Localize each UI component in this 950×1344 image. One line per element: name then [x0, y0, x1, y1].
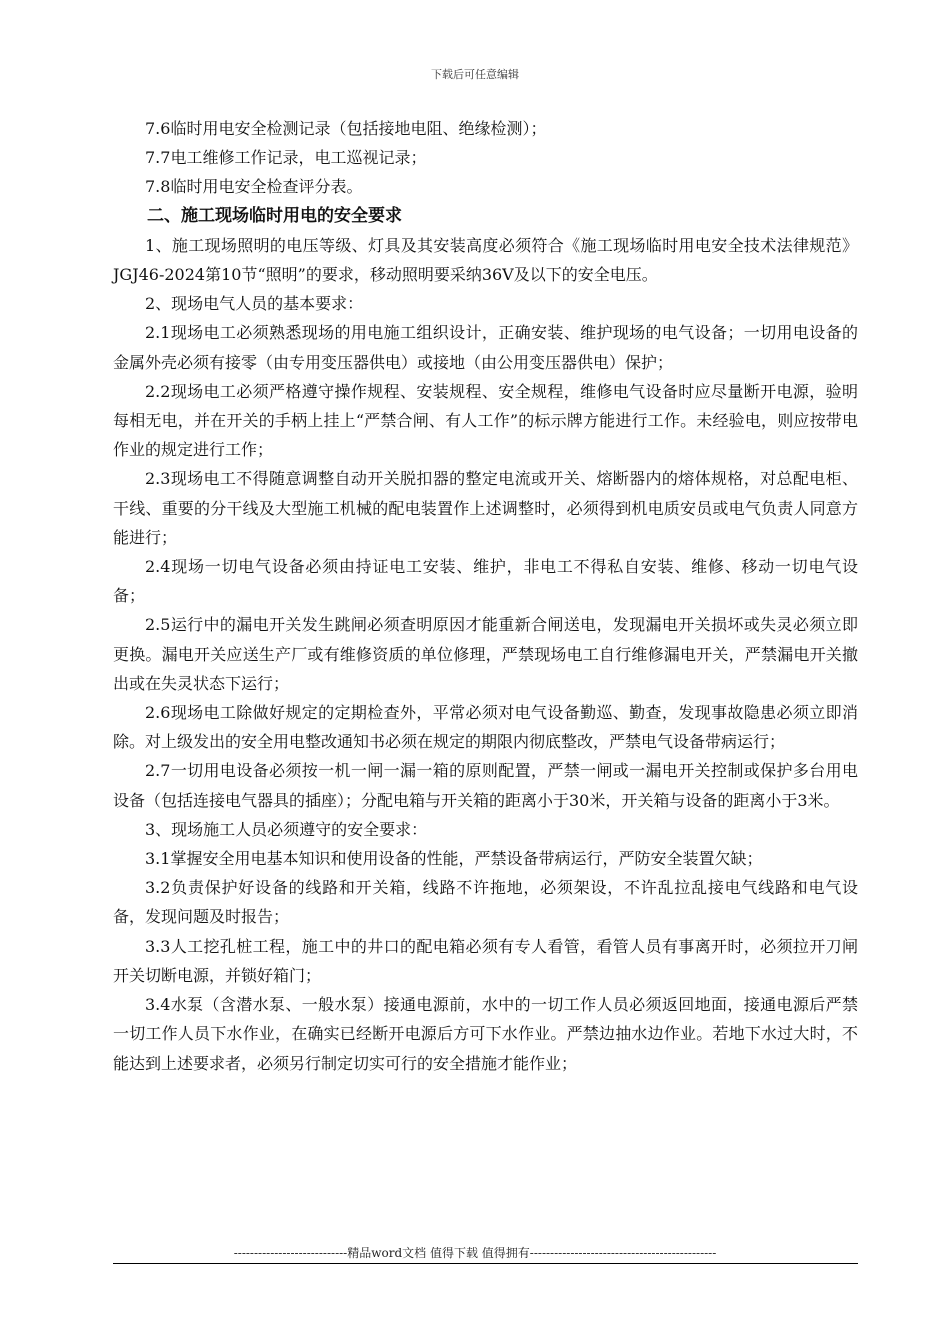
paragraph: 2.2现场电工必须严格遵守操作规程、安装规程、安全规程，维修电气设备时应尽量断开电源，验明每相无电，并在开关的手柄上挂上“严禁合闸、有人工作”的标示牌方能进行工作。未经验电，则应按带电作业的规定进行工作；	[113, 381, 858, 460]
paragraph: 2、现场电气人员的基本要求：	[145, 294, 364, 314]
paragraph: 2.5运行中的漏电开关发生跳闸必须查明原因才能重新合闸送电，发现漏电开关损坏或失灵必须立即更换。漏电开关应送生产厂或有维修资质的单位修理，严禁现场电工自行维修漏电开关，严禁漏电开关撤出或在失灵状态下运行；	[113, 615, 858, 693]
header-note: 下载后可任意编辑	[431, 68, 519, 81]
paragraph: 2.3现场电工不得随意调整自动开关脱扣器的整定电流或开关、熔断器内的熔体规格，对总配电柜、干线、重要的分干线及大型施工机械的配电装置作上述调整时，必须得到机电质安员或电气负责人同意方能进行；	[113, 469, 858, 547]
paragraph: 3.1掌握安全用电基本知识和使用设备的性能，严禁设备带病运行，严防安全装置欠缺；	[145, 849, 763, 869]
paragraph: 2.4现场一切电气设备必须由持证电工安装、维护，非电工不得私自安装、维修、移动一切电气设备；	[113, 557, 858, 606]
paragraph: 3.2负责保护好设备的线路和开关箱，线路不许拖地，必须架设，不许乱拉乱接电气线路和电气设备，发现问题及时报告；	[113, 878, 858, 927]
footer-rule	[113, 1263, 858, 1264]
paragraph: 2.7一切用电设备必须按一机一闸一漏一箱的原则配置，严禁一闸或一漏电开关控制或保护多台用电设备（包括连接电气器具的插座）；分配电箱与开关箱的距离小于30米，开关箱与设备的距离小于3米。	[113, 761, 858, 810]
paragraph: 7.7电工维修工作记录，电工巡视记录；	[145, 148, 427, 168]
footer-text: ----------------------------精品word文档 值得下载 值得拥有----------------------------------------------	[233, 1246, 717, 1260]
section-heading: 二、施工现场临时用电的安全要求	[147, 205, 402, 226]
paragraph: 2.6现场电工除做好规定的定期检查外，平常必须对电气设备勤巡、勤查，发现事故隐患必须立即消除。对上级发出的安全用电整改通知书必须在规定的期限内彻底整改，严禁电气设备带病运行；	[113, 703, 858, 752]
paragraph: 7.6临时用电安全检测记录（包括接地电阻、绝缘检测）；	[145, 119, 547, 138]
document-body	[113, 114, 858, 1078]
paragraph: 3、现场施工人员必须遵守的安全要求：	[145, 819, 428, 839]
paragraph: 3.3人工挖孔桩工程，施工中的井口的配电箱必须有专人看管，看管人员有事离开时，必须拉开刀闸开关切断电源，并锁好箱门；	[113, 936, 858, 985]
paragraph: 3.4水泵（含潜水泵、一般水泵）接通电源前，水中的一切工作人员必须返回地面，接通电源后严禁一切工作人员下水作业，在确实已经断开电源后方可下水作业。严禁边抽水边作业。若地下水过大时，不能达到上述要求者，必须另行制定切实可行的安全措施才能作业；	[113, 995, 858, 1073]
paragraph: 7.8临时用电安全检查评分表。	[145, 177, 363, 197]
paragraph: 1、施工现场照明的电压等级、灯具及其安装高度必须符合《施工现场临时用电安全技术法律规范》JGJ46-2024第10节“照明”的要求，移动照明要采纳36V及以下的安全电压。	[113, 235, 858, 285]
paragraph: 2.1现场电工必须熟悉现场的用电施工组织设计，正确安装、维护现场的电气设备；一切用电设备的金属外壳必须有接零（由专用变压器供电）或接地（由公用变压器供电）保护；	[113, 323, 858, 372]
